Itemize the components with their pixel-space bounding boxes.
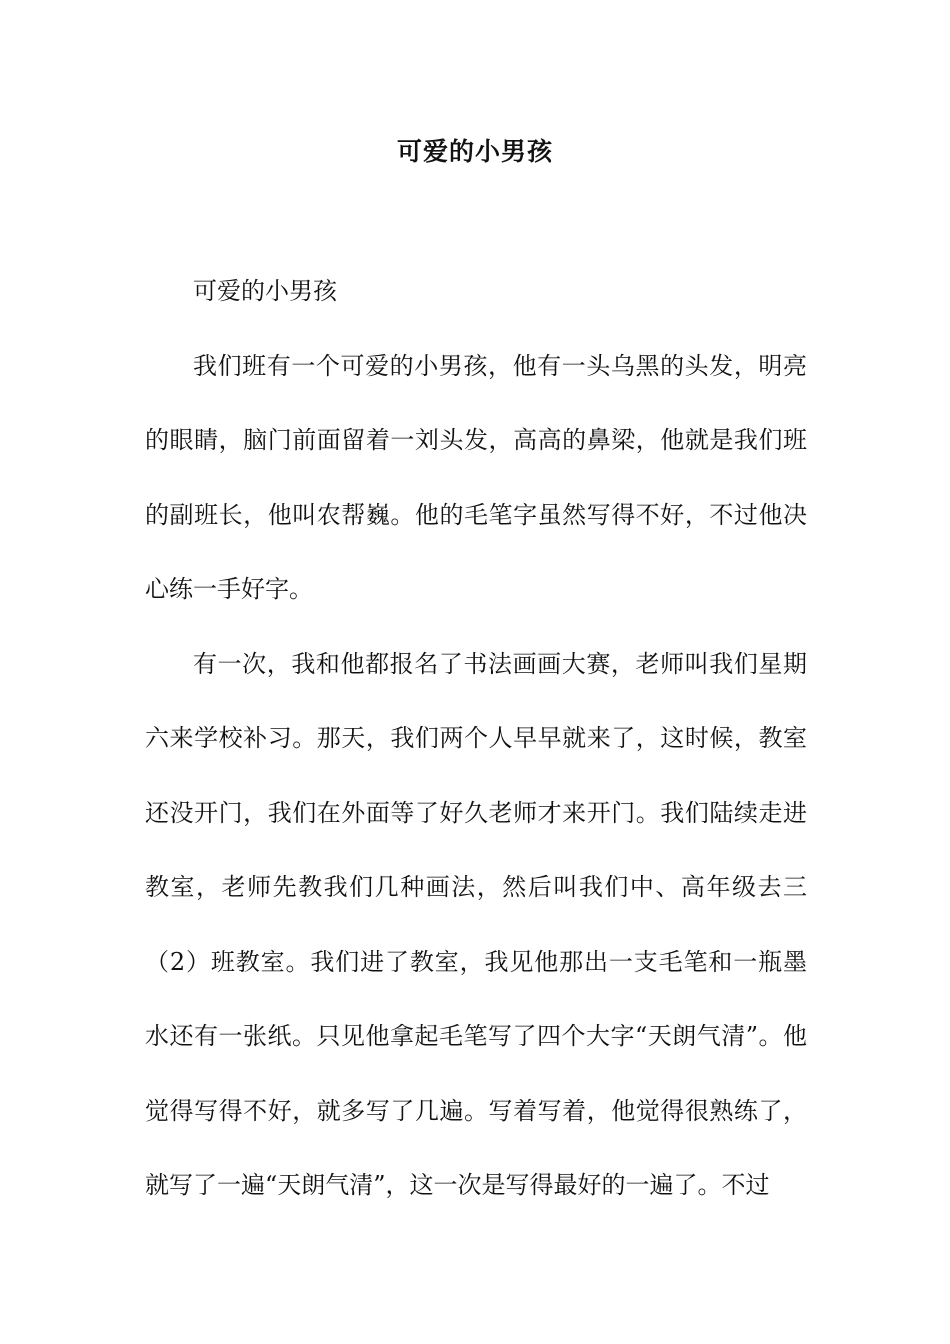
document-title: 可爱的小男孩	[396, 137, 553, 166]
paragraph-subtitle: 可爱的小男孩	[193, 277, 337, 305]
paragraph-story: 有一次，我和他都报名了书法画画大赛，老师叫我们星期六来学校补习。那天，我们两个人早早就来了，这时候，教室还没开门，我们在外面等了好久老师才来开门。我们陆续走进教室，老师先教我们几种画法，然后叫我们中、高年级去三（2）班教室。我们进了教室，我见他那出一支毛笔和一瓶墨水还有一张纸。只见他拿起毛笔写了四个大字“天朗气清”。他觉得写得不好，就多写了几遍。写着写着，他觉得很熟练了，就写了一遍“天朗气清”，这一次是写得最好的一遍了。不过	[145, 649, 807, 1199]
document-body	[145, 254, 807, 1223]
paragraph-description: 我们班有一个可爱的小男孩，他有一头乌黑的头发，明亮的眼睛，脑门前面留着一刘头发，高高的鼻梁，他就是我们班的副班长，他叫农帮巍。他的毛笔字虽然写得不好，不过他决心练一手好字。	[145, 351, 807, 603]
